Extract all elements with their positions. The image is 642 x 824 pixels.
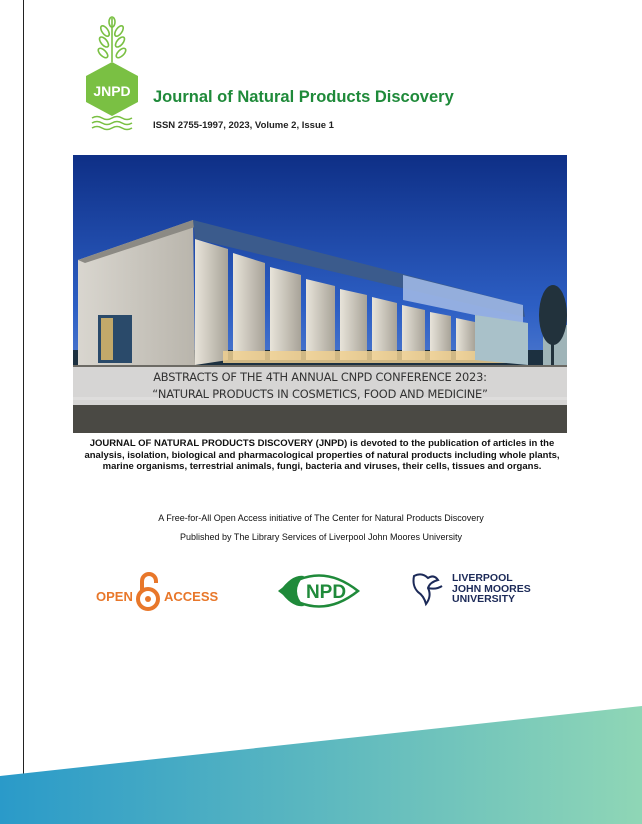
footer-gradient-wave — [0, 690, 642, 824]
ljmu-logo — [408, 570, 531, 613]
ljmu-wordmark — [452, 573, 531, 605]
open-access-statement: A Free-for-All Open Access initiative of The Center for Natural Products Discovery — [158, 513, 484, 523]
issn-line: ISSN 2755-1997, 2023, Volume 2, Issue 1 — [153, 120, 334, 131]
open-access-logo-right-text: ACCESS — [164, 589, 219, 604]
ljmu-line3: UNIVERSITY — [452, 593, 516, 605]
jnpd-wheat-hexagon-icon — [78, 14, 146, 132]
ljmu-line2: JOHN MOORES — [452, 582, 531, 595]
npd-logo-text: NPD — [305, 582, 347, 603]
jnpd-logo-text: JNPD — [93, 83, 131, 99]
npd-logo — [276, 566, 362, 621]
conference-title-line2: “NATURAL PRODUCTS IN COSMETICS, FOOD AND MEDICINE” — [152, 387, 488, 401]
liver-bird-icon — [408, 570, 448, 608]
conference-banner — [73, 367, 567, 405]
open-access-logo-left-text: OPEN — [96, 589, 133, 604]
jnpd-logo — [78, 14, 146, 132]
ljmu-line1: LIVERPOOL — [452, 572, 513, 584]
conference-title-line1: ABSTRACTS OF THE 4TH ANNUAL CNPD CONFERENCE 2023: — [153, 370, 487, 384]
open-padlock-icon — [134, 572, 162, 612]
journal-title: Journal of Natural Products Discovery — [153, 88, 454, 106]
publisher-statement: Published by The Library Services of Liverpool John Moores University — [180, 532, 462, 542]
journal-description: JOURNAL OF NATURAL PRODUCTS DISCOVERY (JNPD) is devoted to the publication of articles in the analysis, isolation, biological and pharmacological properties of natural products including whole plants, marine organisms, terrestrial animals, fungi, bacteria and viruses, their cells, tissues and organs. — [84, 438, 560, 473]
